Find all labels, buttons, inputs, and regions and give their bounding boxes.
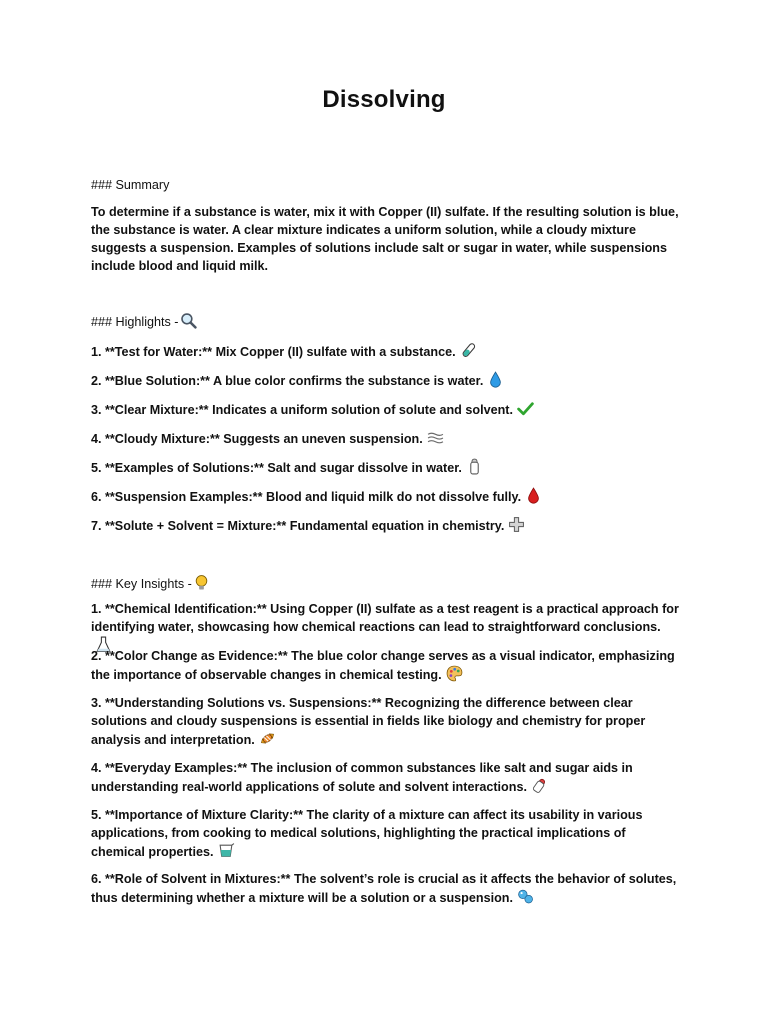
- highlight-item-text: 3. **Clear Mixture:** Indicates a uniform solution of solute and solvent.: [91, 403, 513, 417]
- water-droplet-icon: [487, 371, 504, 388]
- insight-item-text: 4. **Everyday Examples:** The inclusion of common substances like salt and sugar aids in understanding real-world applications of solute and solvent interactions.: [91, 761, 633, 794]
- fog-icon: [427, 429, 444, 446]
- test-tube-icon: [460, 342, 477, 359]
- summary-heading: ### Summary: [91, 178, 170, 192]
- droplets-icon: [517, 888, 534, 905]
- beaker-pouring-icon: [218, 842, 235, 859]
- highlights-heading-label: ### Highlights -: [91, 315, 179, 329]
- salt-icon: [531, 777, 548, 794]
- light-bulb-icon: [193, 574, 210, 591]
- page-title: Dissolving: [322, 86, 446, 113]
- summary-text: To determine if a substance is water, mix it with Copper (II) sulfate. If the resulting solution is blue, the substance is water. A clear mixture indicates a uniform solution, while a cloudy mixture suggests a suspension. Examples of solutions include salt or sugar in water, while suspensions include blood and liquid milk.: [91, 205, 679, 273]
- insight-item-text: 5. **Importance of Mixture Clarity:** The clarity of a mixture can affect its usability in various applications, from cooking to medical solutions, highlighting the practical implications of chemical properties.: [91, 808, 643, 859]
- highlight-item-3: [91, 400, 681, 419]
- blood-drop-icon: [525, 487, 542, 504]
- insights-heading: [91, 574, 681, 593]
- artist-palette-icon: [446, 665, 463, 682]
- check-mark-icon: [517, 400, 534, 417]
- insight-item-3: [91, 694, 681, 749]
- plus-icon: [508, 516, 525, 533]
- highlight-item-7: [91, 516, 681, 535]
- highlight-item-text: 4. **Cloudy Mixture:** Suggests an uneven suspension.: [91, 432, 423, 446]
- insight-item-text: 1. **Chemical Identification:** Using Copper (II) sulfate as a test reagent is a practical approach for identifying water, showcasing how chemical reactions can lead to straightforward conclusions.: [91, 602, 679, 634]
- highlight-item-text: 5. **Examples of Solutions:** Salt and sugar dissolve in water.: [91, 461, 462, 475]
- insight-item-5: [91, 806, 681, 861]
- highlight-item-4: [91, 429, 681, 448]
- insight-item-4: [91, 759, 681, 796]
- magnifying-glass-icon: [180, 312, 197, 329]
- insight-item-text: 3. **Understanding Solutions vs. Suspensions:** Recognizing the difference between clear solutions and cloudy suspensions is essential in fields like biology and chemistry for proper analysis and interpretation.: [91, 696, 646, 747]
- highlight-item-text: 1. **Test for Water:** Mix Copper (II) sulfate with a substance.: [91, 345, 456, 359]
- salt-shaker-icon: [466, 458, 483, 475]
- candy-icon: [259, 730, 276, 747]
- insight-item-2: [91, 647, 681, 684]
- highlight-item-1: [91, 342, 681, 361]
- insight-item-6: [91, 870, 681, 907]
- highlight-item-text: 2. **Blue Solution:** A blue color confirms the substance is water.: [91, 374, 484, 388]
- highlights-heading: [91, 312, 681, 331]
- highlight-item-2: [91, 371, 681, 390]
- insight-item-text: 6. **Role of Solvent in Mixtures:** The solvent’s role is crucial as it affects the behavior of solutes, thus determining whether a mixture will be a solution or a suspension.: [91, 872, 677, 905]
- highlight-item-text: 7. **Solute + Solvent = Mixture:** Fundamental equation in chemistry.: [91, 519, 505, 533]
- highlight-item-6: [91, 487, 681, 506]
- highlight-item-text: 6. **Suspension Examples:** Blood and liquid milk do not dissolve fully.: [91, 490, 522, 504]
- insights-heading-label: ### Key Insights -: [91, 577, 192, 591]
- highlight-item-5: [91, 458, 681, 477]
- insight-item-text: 2. **Color Change as Evidence:** The blue color change serves as a visual indicator, emphasizing the importance of observable changes in chemical testing.: [91, 649, 675, 682]
